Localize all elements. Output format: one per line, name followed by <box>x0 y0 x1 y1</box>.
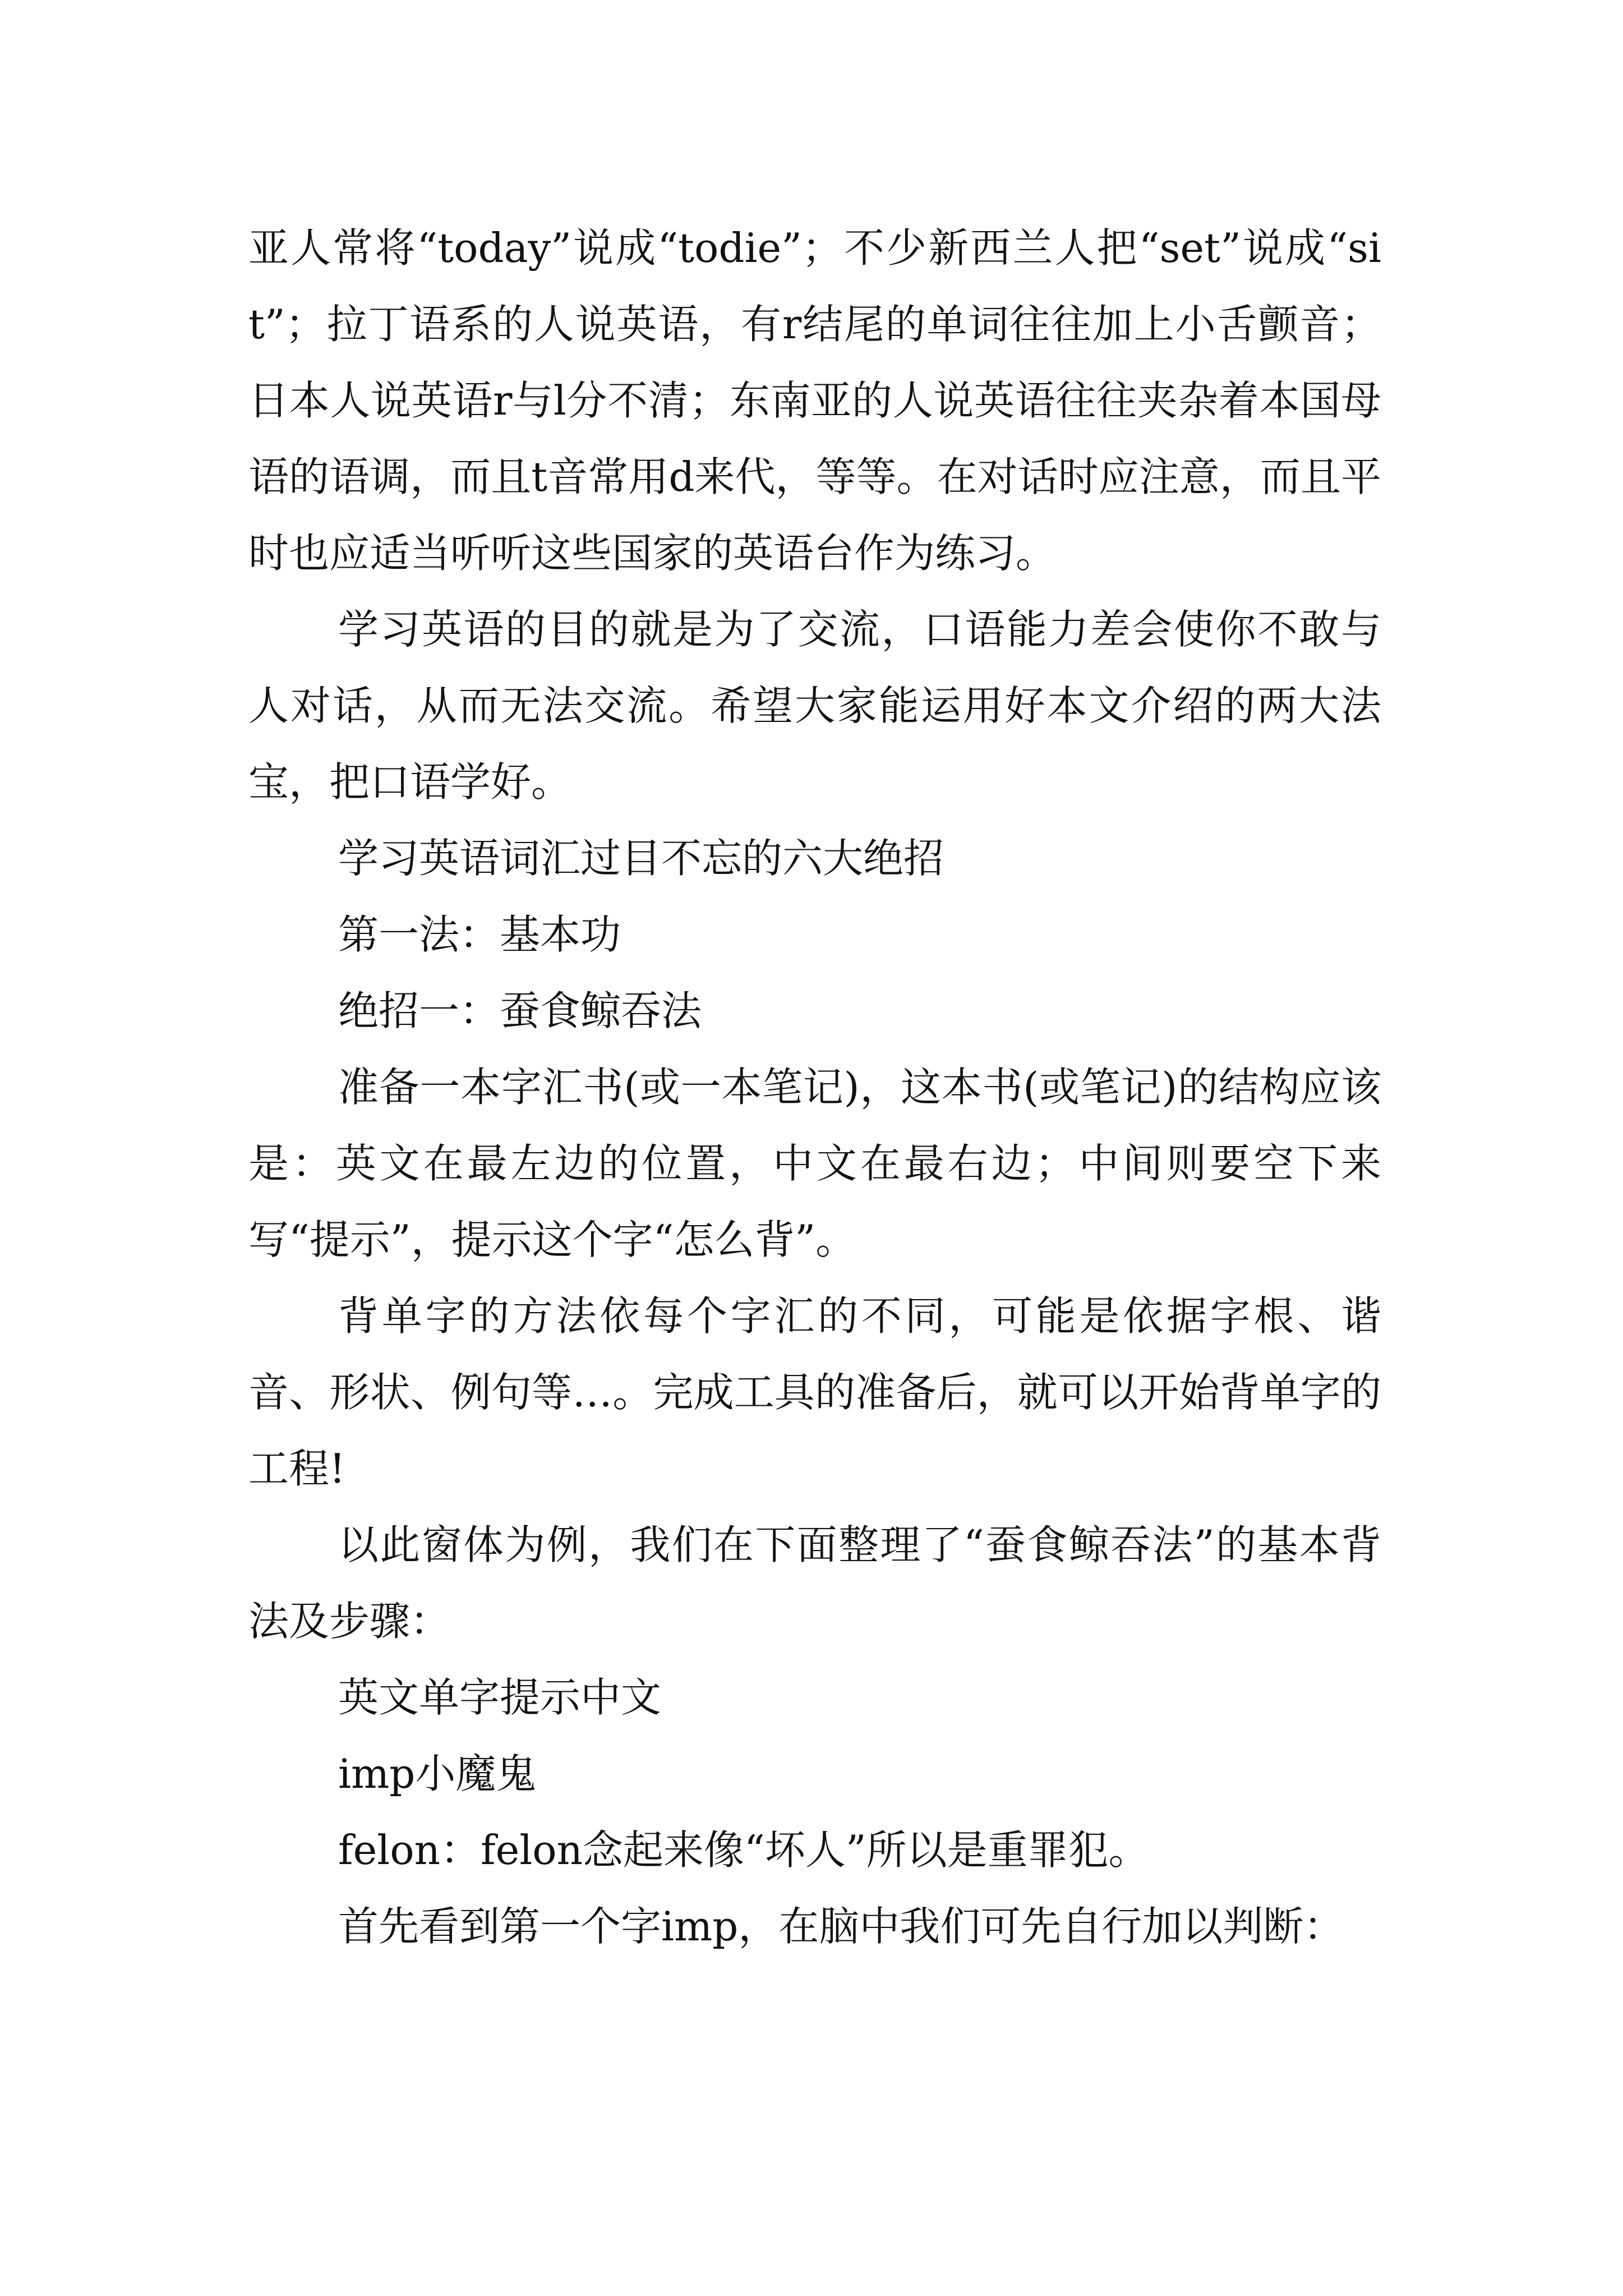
example-imp: imp小魔鬼 <box>338 1750 537 1797</box>
paragraph-example-intro: 以此窗体为例，我们在下面整理了“蚕食鲸吞法”的基本背法及步骤： <box>248 1521 1381 1645</box>
document-body <box>248 210 1381 1964</box>
paragraph-prepare-book: 准备一本字汇书(或一本笔记)，这本书(或笔记)的结构应该是：英文在最左边的位置，中文在最右边；中间则要空下来写“提示”，提示这个字“怎么背”。 <box>248 1064 1381 1263</box>
section-title: 学习英语词汇过目不忘的六大绝招 <box>338 835 944 882</box>
table-header-line: 英文单字提示中文 <box>338 1674 662 1721</box>
paragraph-conclusion: 学习英语的目的就是为了交流，口语能力差会使你不敢与人对话，从而无法交流。希望大家能运用好本文介绍的两大法宝，把口语学好。 <box>248 606 1381 806</box>
method-heading: 第一法：基本功 <box>338 911 621 958</box>
trick-heading: 绝招一：蚕食鲸吞法 <box>338 987 702 1034</box>
example-felon: felon：felon念起来像“坏人”所以是重罪犯。 <box>338 1826 1149 1874</box>
paragraph-first-word: 首先看到第一个字imp，在脑中我们可先自行加以判断： <box>338 1903 1344 1950</box>
paragraph-accents: 亚人常将“today”说成“todie”；不少新西兰人把“set”说成“sit”；拉丁语系的人说英语，有r结尾的单词往往加上小舌颤音；日本人说英语r与l分不清；东南亚的人说英语往往夹杂着本国母语的语调，而且t音常用d来代，等等。在对话时应注意，而且平时也应适当听听这些国家的英语台作为练习。 <box>248 224 1381 577</box>
paragraph-memorize-methods: 背单字的方法依每个字汇的不同，可能是依据字根、谐音、形状、例句等…。完成工具的准备后，就可以开始背单字的工程! <box>248 1292 1381 1492</box>
